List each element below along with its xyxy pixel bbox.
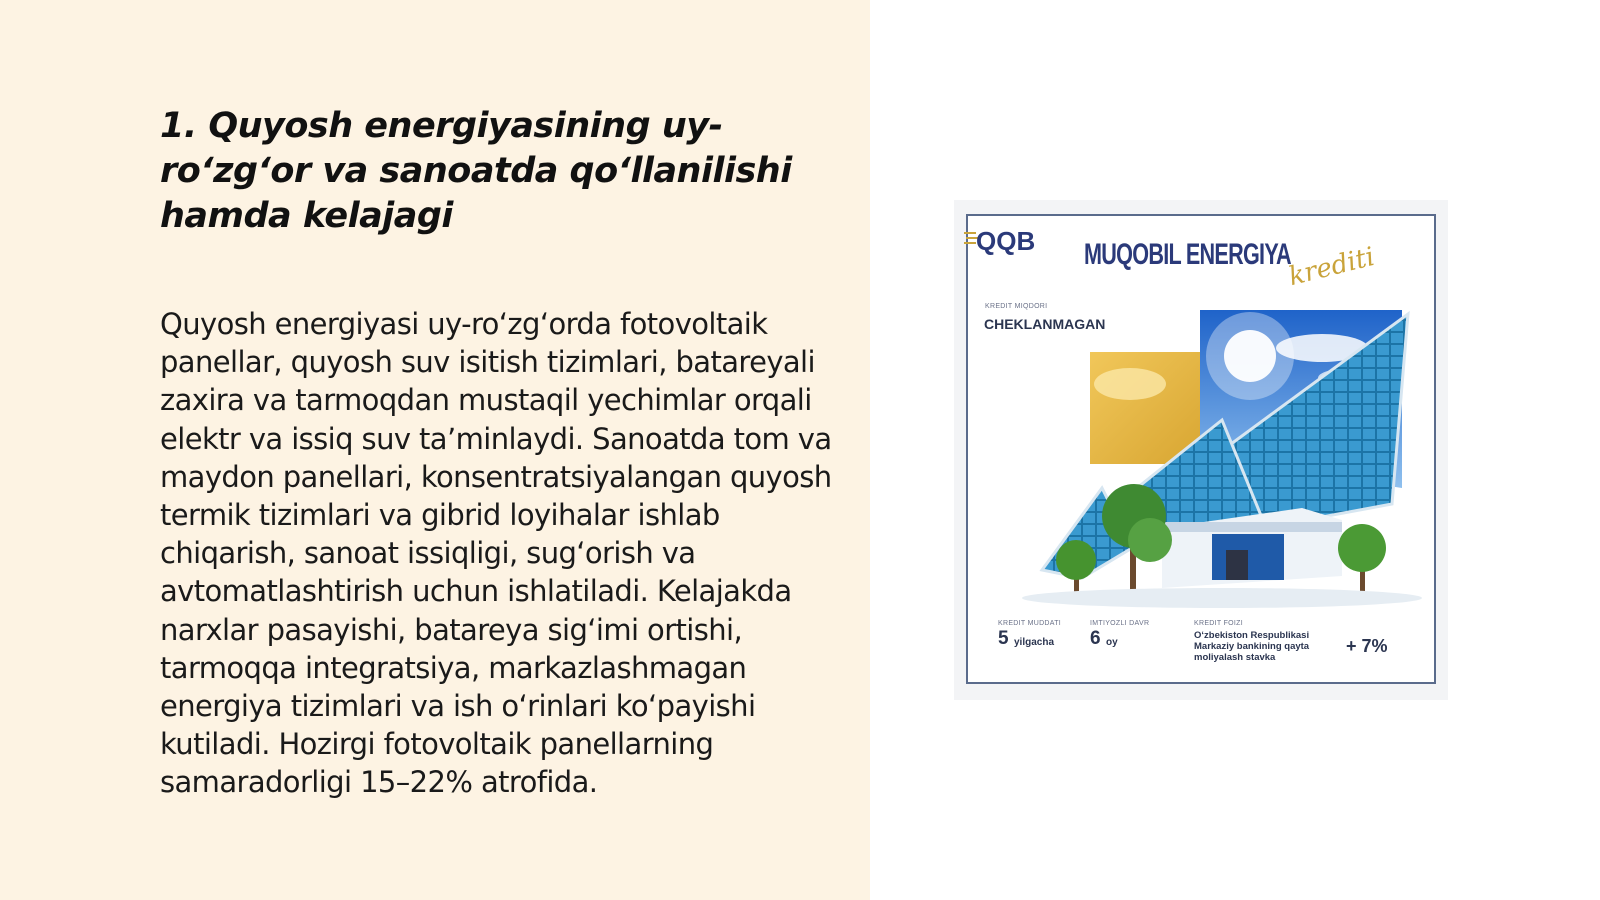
ad-title: MUQOBIL ENERGIYA bbox=[1084, 238, 1291, 271]
ad-script-word: krediti bbox=[1285, 241, 1378, 293]
amount-value: CHEKLANMAGAN bbox=[984, 316, 1106, 332]
grace-value: 6 bbox=[1090, 628, 1101, 649]
rate-description: O‘zbekiston Respublikasi Markaziy bankining qayta moliyalash stavka bbox=[1194, 630, 1310, 663]
grace-label: IMTIYOZLI DAVR bbox=[1090, 620, 1150, 627]
term-value: 5 bbox=[998, 628, 1009, 649]
energy-credit-ad-image bbox=[954, 200, 1448, 700]
qqb-logo bbox=[964, 222, 1038, 256]
term-label: KREDIT MUDDATI bbox=[998, 620, 1062, 627]
ad-frame bbox=[966, 214, 1436, 684]
rate-label: KREDIT FOIZI bbox=[1194, 620, 1243, 627]
slide-heading: 1. Quyosh energiyasining uy-ro‘zg‘or va sanoatda qo‘llanilishi hamda kelajagi bbox=[160, 106, 792, 236]
rate-value: + 7% bbox=[1346, 636, 1388, 656]
qqb-logo-text: QQB bbox=[976, 226, 1036, 256]
slide-body-text: Quyosh energiyasi uy-ro‘zg‘orda fotovoltaik panellar, quyosh suv isitish tizimlari, batareyali zaxira va tarmoqdan mustaqil yechimlar orqali elektr va issiq suv ta’minlaydi. Sanoatda tom va maydon panellari, konsentratsiyalangan quyosh termik tizimlari va gibrid loyihalar ishlab chiqarish, sanoat issiqligi, sug‘orish va avtomatlashtirish uchun ishlatiladi. Kelajakda narxlar pasayishi, batareya sig‘imi ortishi, tarmoqqa integratsiya, markazlashmagan energiya tizimlari va ish o‘rinlari ko‘payishi kutiladi. Hozirgi fotovoltaik panellarning samaradorligi 15–22% atrofida. bbox=[160, 307, 832, 800]
grace-unit: oy bbox=[1106, 637, 1118, 648]
solar-panels-illustration bbox=[1012, 308, 1432, 608]
term-unit: yilgacha bbox=[1014, 637, 1055, 648]
amount-label: KREDIT MIQDORI bbox=[985, 303, 1048, 310]
